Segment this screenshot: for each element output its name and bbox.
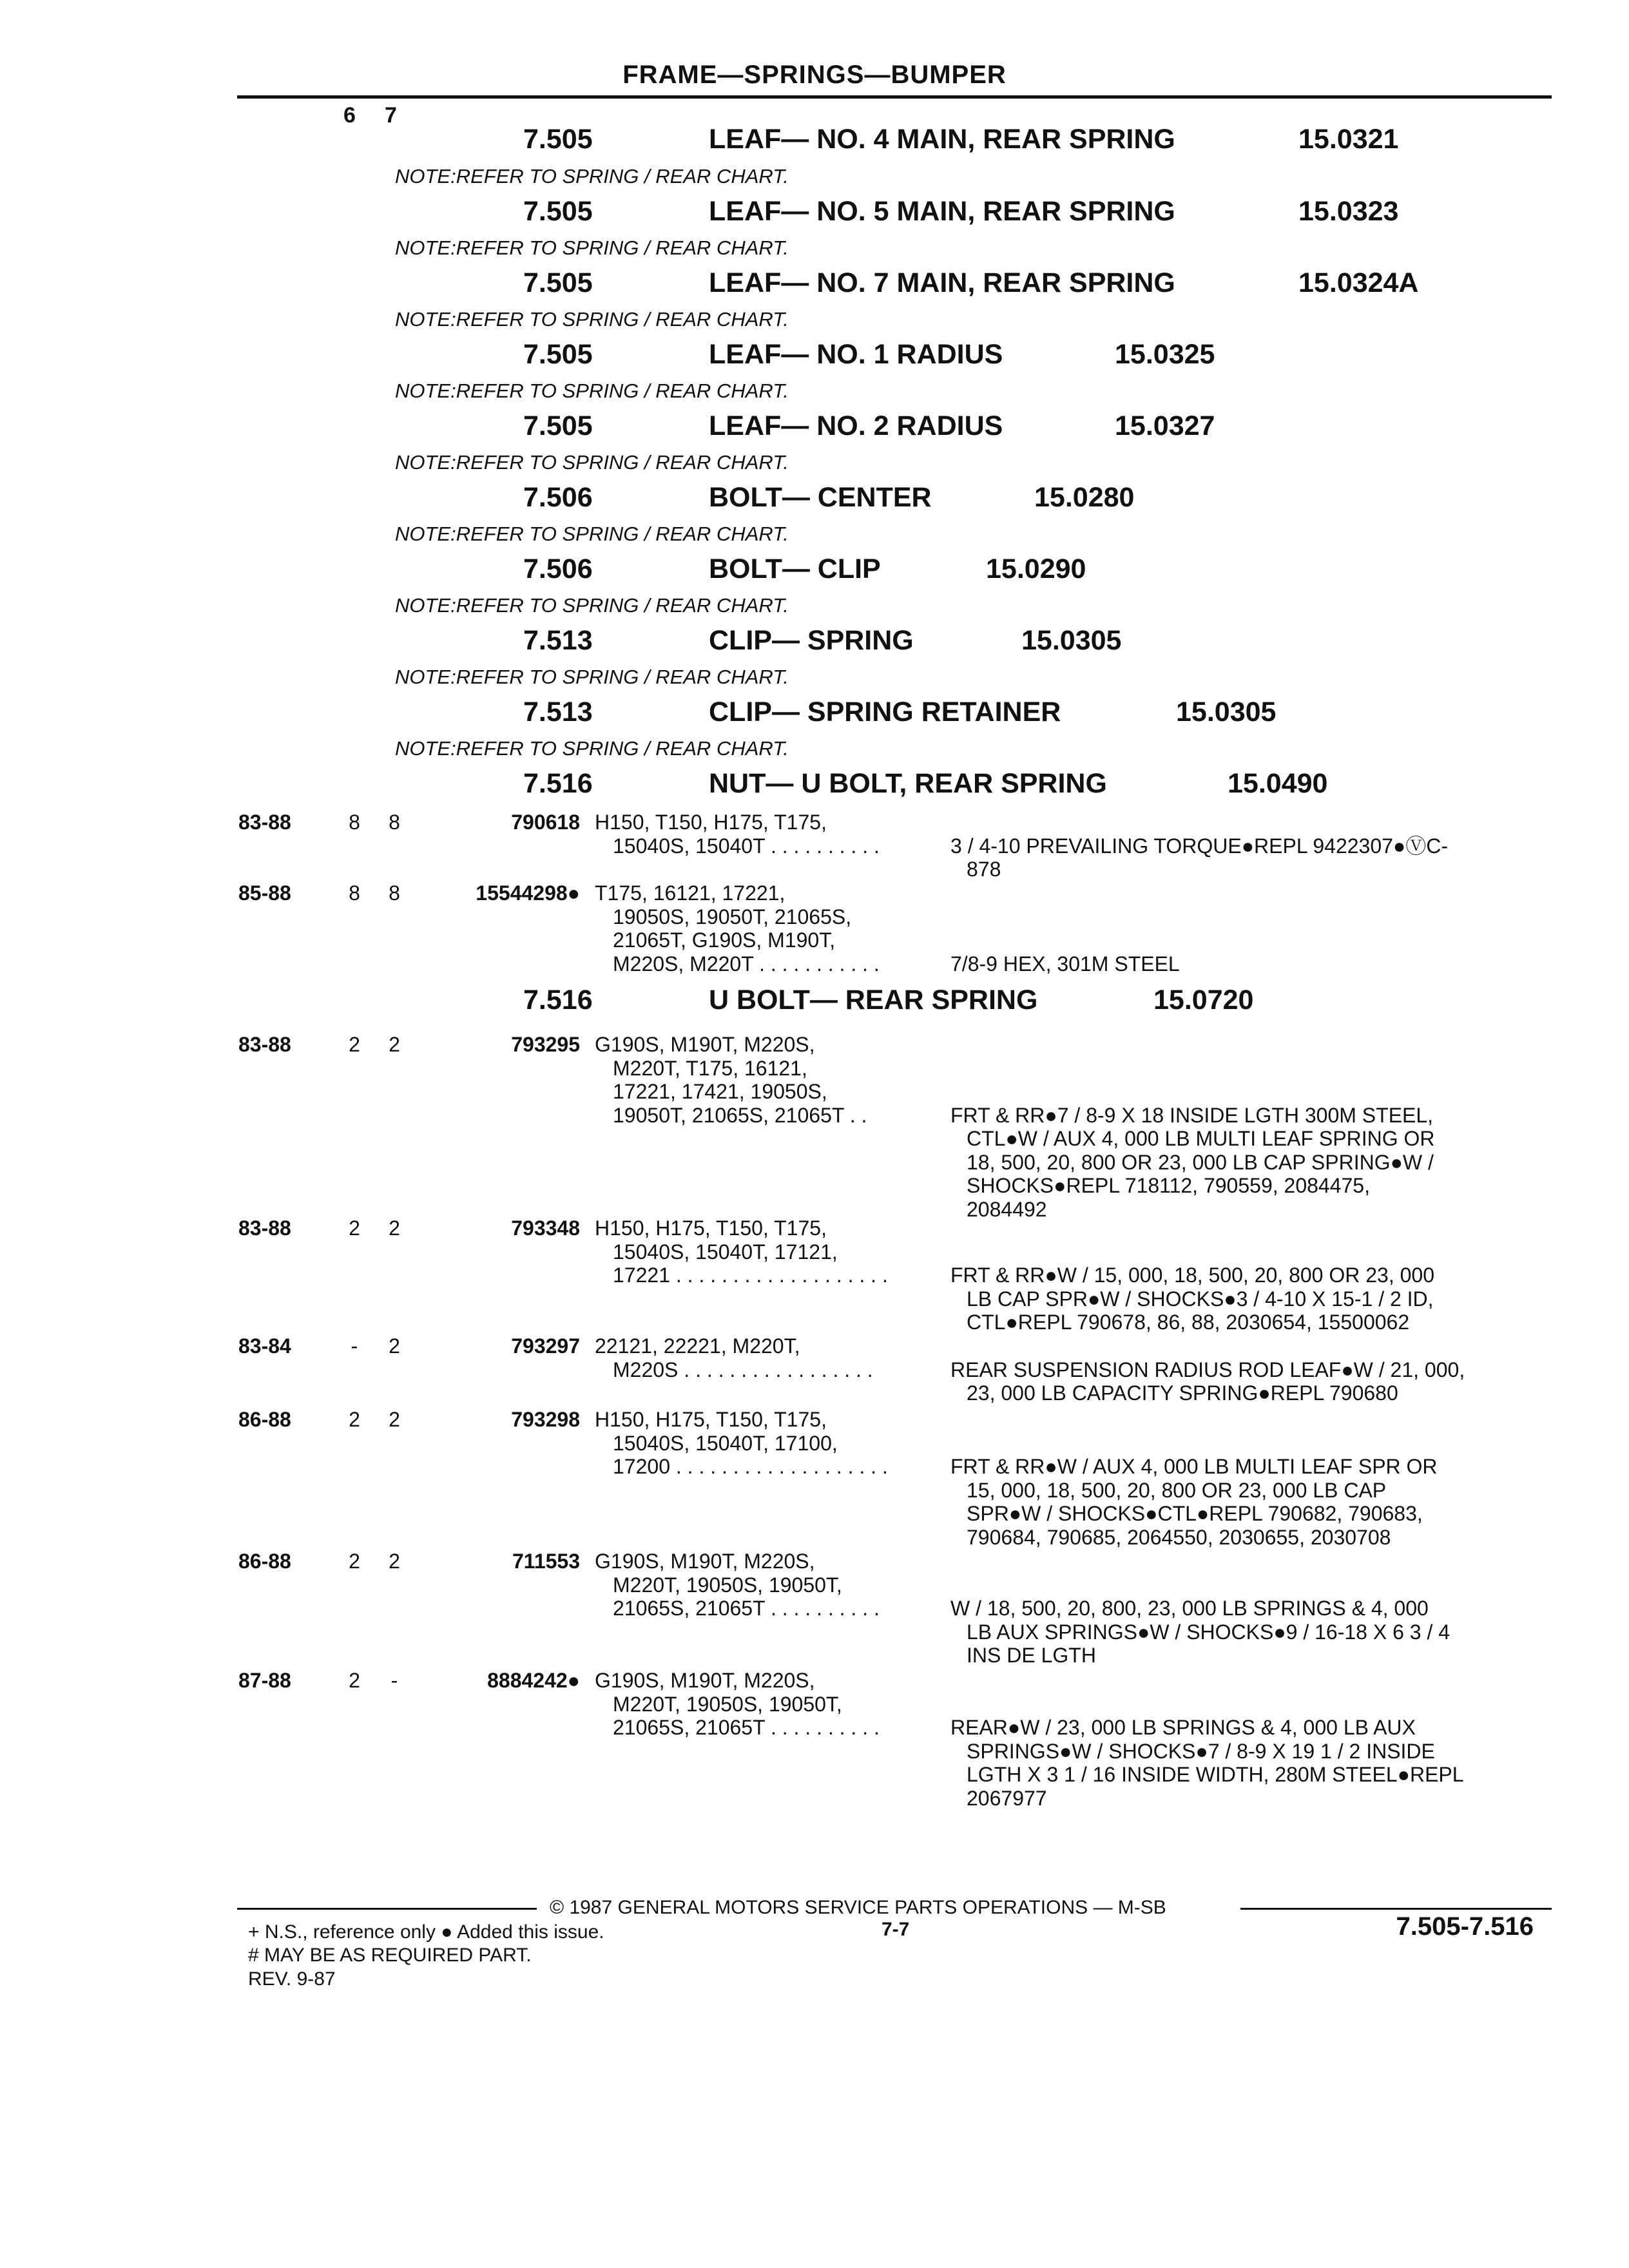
group-description: U BOLT— REAR SPRING	[709, 985, 1038, 1015]
description-line: LB CAP SPR●W / SHOCKS●3 / 4-10 X 15-1 / 2 ID,	[967, 1287, 1434, 1311]
page-number: 7-7	[882, 1919, 910, 1940]
group-description: LEAF— NO. 5 MAIN, REAR SPRING	[709, 196, 1175, 227]
description-line: 790684, 790685, 2064550, 2030655, 2030708	[967, 1525, 1391, 1549]
qty-col-6: 2	[349, 1669, 360, 1692]
part-description	[950, 1597, 1543, 1667]
model-line: 15040S, 15040T . . . . . . . . . .	[613, 834, 880, 858]
model-line: H150, H175, T150, T175,	[595, 1408, 827, 1431]
description-line: FRT & RR●W / AUX 4, 000 LB MULTI LEAF SPR OR	[950, 1455, 1438, 1478]
description-line: REAR●W / 23, 000 LB SPRINGS & 4, 000 LB AUX	[950, 1716, 1416, 1739]
group-number: 7.505	[523, 267, 593, 298]
model-line: M220T, 19050S, 19050T,	[613, 1573, 842, 1597]
page-title: FRAME—SPRINGS—BUMPER	[622, 61, 1007, 89]
group-description: LEAF— NO. 1 RADIUS	[709, 339, 1003, 370]
qty-col-7: 2	[389, 1216, 400, 1240]
part-description	[950, 952, 1543, 976]
reference-number: 15.0305	[1021, 625, 1122, 656]
description-line: 23, 000 LB CAPACITY SPRING●REPL 790680	[967, 1381, 1398, 1405]
legend-line-1: + N.S., reference only ● Added this issue.	[248, 1921, 604, 1943]
part-number: 793297	[511, 1334, 580, 1358]
part-number: 711553	[512, 1550, 580, 1573]
group-description: NUT— U BOLT, REAR SPRING	[709, 768, 1107, 799]
group-description: LEAF— NO. 2 RADIUS	[709, 410, 1003, 441]
note-line: NOTE:REFER TO SPRING / REAR CHART.	[395, 666, 789, 688]
part-number: 793295	[511, 1033, 580, 1056]
part-description	[950, 1455, 1543, 1549]
group-number: 7.505	[523, 410, 593, 441]
model-line: T175, 16121, 17221,	[595, 881, 786, 905]
part-description	[950, 1716, 1543, 1810]
part-description	[950, 1264, 1543, 1334]
group-number: 7.513	[523, 625, 593, 656]
model-line: 19050T, 21065S, 21065T . .	[613, 1103, 867, 1127]
description-line: LB AUX SPRINGS●W / SHOCKS●9 / 16-18 X 6 3 / 4	[967, 1620, 1451, 1644]
section-header	[0, 196, 1629, 228]
group-number: 7.505	[523, 196, 593, 227]
note-line: NOTE:REFER TO SPRING / REAR CHART.	[395, 308, 789, 331]
group-number: 7.505	[523, 124, 593, 155]
section-header	[0, 482, 1629, 514]
description-line: W / 18, 500, 20, 800, 23, 000 LB SPRINGS & 4, 000	[950, 1597, 1429, 1620]
description-line: 18, 500, 20, 800 OR 23, 000 LB CAP SPRING●W /	[967, 1150, 1434, 1174]
group-number: 7.506	[523, 482, 593, 513]
reference-number: 15.0325	[1115, 339, 1215, 370]
model-line: 17221, 17421, 19050S,	[613, 1080, 827, 1103]
model-line: 21065S, 21065T . . . . . . . . . .	[613, 1597, 880, 1620]
years-range: 83-88	[238, 811, 291, 834]
years-range: 83-88	[238, 1033, 291, 1056]
description-line: FRT & RR●W / 15, 000, 18, 500, 20, 800 OR 23, 000	[950, 1264, 1434, 1287]
revision-note: REV. 9-87	[248, 1968, 336, 1990]
description-line: SPRINGS●W / SHOCKS●7 / 8-9 X 19 1 / 2 INSIDE	[967, 1739, 1435, 1763]
section-header	[0, 410, 1629, 443]
group-number: 7.516	[523, 768, 593, 799]
footer-rule-left	[237, 1908, 537, 1910]
description-line: 2084492	[967, 1197, 1047, 1221]
section-header	[0, 625, 1629, 657]
years-range: 83-84	[238, 1334, 291, 1358]
group-description: CLIP— SPRING	[709, 625, 914, 656]
note-line: NOTE:REFER TO SPRING / REAR CHART.	[395, 451, 789, 474]
section-header	[0, 339, 1629, 371]
years-range: 86-88	[238, 1550, 291, 1573]
reference-number: 15.0280	[1034, 482, 1135, 513]
model-line: G190S, M190T, M220S,	[595, 1669, 815, 1692]
model-line: M220T, 19050S, 19050T,	[613, 1692, 842, 1716]
model-line: M220S . . . . . . . . . . . . . . . . .	[613, 1358, 873, 1381]
years-range: 83-88	[238, 1216, 291, 1240]
page-range: 7.505-7.516	[1396, 1912, 1534, 1941]
description-line: FRT & RR●7 / 8-9 X 18 INSIDE LGTH 300M STEEL,	[950, 1103, 1434, 1127]
qty-col-7: -	[390, 1669, 398, 1692]
model-line: 21065T, G190S, M190T,	[613, 928, 836, 952]
description-line: CTL●REPL 790678, 86, 88, 2030654, 15500062	[967, 1311, 1410, 1334]
section-header	[0, 553, 1629, 586]
note-line: NOTE:REFER TO SPRING / REAR CHART.	[395, 594, 789, 617]
model-line: G190S, M190T, M220S,	[595, 1550, 815, 1573]
qty-col-7: 2	[389, 1408, 400, 1431]
part-description	[950, 1104, 1543, 1222]
model-list	[595, 1669, 930, 1740]
group-description: LEAF— NO. 4 MAIN, REAR SPRING	[709, 124, 1175, 155]
model-line: M220T, T175, 16121,	[613, 1056, 807, 1080]
years-range: 86-88	[238, 1408, 291, 1431]
part-description	[950, 834, 1543, 881]
reference-number: 15.0323	[1298, 196, 1399, 227]
qty-col-7: 8	[389, 881, 400, 905]
description-line: 2067977	[967, 1786, 1047, 1810]
qty-col-6: 2	[349, 1550, 360, 1573]
description-line: 7/8-9 HEX, 301M STEEL	[950, 952, 1180, 975]
description-line: SPR●W / SHOCKS●CTL●REPL 790682, 790683,	[967, 1502, 1423, 1525]
note-line: NOTE:REFER TO SPRING / REAR CHART.	[395, 165, 789, 187]
model-line: H150, T150, H175, T175,	[595, 811, 827, 834]
section-header	[0, 768, 1629, 800]
group-description: BOLT— CLIP	[709, 553, 881, 584]
legend-line-2: # MAY BE AS REQUIRED PART.	[248, 1945, 532, 1966]
group-number: 7.516	[523, 985, 593, 1015]
qty-col-6: 2	[349, 1033, 360, 1056]
qty-col-7: 8	[389, 811, 400, 834]
column-mark-6: 6	[343, 103, 356, 128]
reference-number: 15.0305	[1176, 697, 1277, 727]
qty-col-6: 2	[349, 1408, 360, 1431]
model-list	[595, 1334, 930, 1381]
model-list	[595, 1408, 930, 1479]
part-description	[950, 1358, 1543, 1405]
group-number: 7.506	[523, 553, 593, 584]
part-number: 15544298●	[476, 881, 580, 905]
model-list	[595, 1216, 930, 1287]
part-number: 790618	[511, 811, 580, 834]
model-line: 21065S, 21065T . . . . . . . . . .	[613, 1716, 880, 1739]
note-line: NOTE:REFER TO SPRING / REAR CHART.	[395, 380, 789, 402]
model-line: 17221 . . . . . . . . . . . . . . . . . . .	[613, 1264, 888, 1287]
description-line: REAR SUSPENSION RADIUS ROD LEAF●W / 21, 000,	[950, 1358, 1465, 1381]
note-line: NOTE:REFER TO SPRING / REAR CHART.	[395, 236, 789, 259]
group-description: BOLT— CENTER	[709, 482, 932, 513]
description-line: 15, 000, 18, 500, 20, 800 OR 23, 000 LB CAP	[967, 1478, 1387, 1502]
model-list	[595, 1550, 930, 1620]
reference-number: 15.0321	[1298, 124, 1399, 155]
description-line: SHOCKS●REPL 718112, 790559, 2084475,	[967, 1174, 1370, 1197]
model-line: 19050S, 19050T, 21065S,	[613, 905, 852, 928]
note-line: NOTE:REFER TO SPRING / REAR CHART.	[395, 737, 789, 760]
qty-col-6: 2	[349, 1216, 360, 1240]
part-number: 793298	[511, 1408, 580, 1431]
section-header	[0, 697, 1629, 729]
note-line: NOTE:REFER TO SPRING / REAR CHART.	[395, 523, 789, 545]
model-line: M220S, M220T . . . . . . . . . . .	[613, 952, 880, 975]
group-number: 7.513	[523, 697, 593, 727]
model-line: 22121, 22221, M220T,	[595, 1334, 800, 1358]
description-line: 3 / 4-10 PREVAILING TORQUE●REPL 9422307●ⓋC-	[950, 834, 1449, 858]
section-header	[0, 267, 1629, 300]
description-line: CTL●W / AUX 4, 000 LB MULTI LEAF SPRING OR	[967, 1127, 1435, 1150]
part-number: 793348	[511, 1216, 580, 1240]
model-line: H150, H175, T150, T175,	[595, 1216, 827, 1240]
group-description: CLIP— SPRING RETAINER	[709, 697, 1061, 727]
years-range: 87-88	[238, 1669, 291, 1692]
section-header	[0, 985, 1629, 1017]
reference-number: 15.0327	[1115, 410, 1215, 441]
model-line: G190S, M190T, M220S,	[595, 1033, 815, 1056]
reference-number: 15.0290	[986, 553, 1086, 584]
model-list	[595, 1033, 930, 1127]
qty-col-7: 2	[389, 1334, 400, 1358]
qty-col-7: 2	[389, 1033, 400, 1056]
qty-col-7: 2	[389, 1550, 400, 1573]
title-rule	[237, 95, 1552, 99]
years-range: 85-88	[238, 881, 291, 905]
copyright-line: © 1987 GENERAL MOTORS SERVICE PARTS OPERATIONS — M-SB	[550, 1897, 1166, 1918]
qty-col-6: -	[351, 1334, 358, 1358]
reference-number: 15.0324A	[1298, 267, 1419, 298]
model-list	[595, 811, 930, 858]
reference-number: 15.0490	[1228, 768, 1328, 799]
group-description: LEAF— NO. 7 MAIN, REAR SPRING	[709, 267, 1175, 298]
description-line: INS DE LGTH	[967, 1644, 1096, 1667]
description-line: LGTH X 3 1 / 16 INSIDE WIDTH, 280M STEEL●REPL	[967, 1763, 1464, 1786]
model-line: 15040S, 15040T, 17121,	[613, 1240, 838, 1264]
description-line: 878	[967, 858, 1001, 881]
qty-col-6: 8	[349, 811, 360, 834]
group-number: 7.505	[523, 339, 593, 370]
model-list	[595, 881, 930, 975]
reference-number: 15.0720	[1153, 985, 1254, 1015]
footer-rule-right	[1240, 1908, 1552, 1910]
part-number: 8884242●	[487, 1669, 580, 1692]
section-header	[0, 124, 1629, 156]
model-line: 17200 . . . . . . . . . . . . . . . . . . .	[613, 1455, 888, 1478]
model-line: 15040S, 15040T, 17100,	[613, 1431, 838, 1455]
qty-col-6: 8	[349, 881, 360, 905]
column-mark-7: 7	[385, 103, 397, 128]
